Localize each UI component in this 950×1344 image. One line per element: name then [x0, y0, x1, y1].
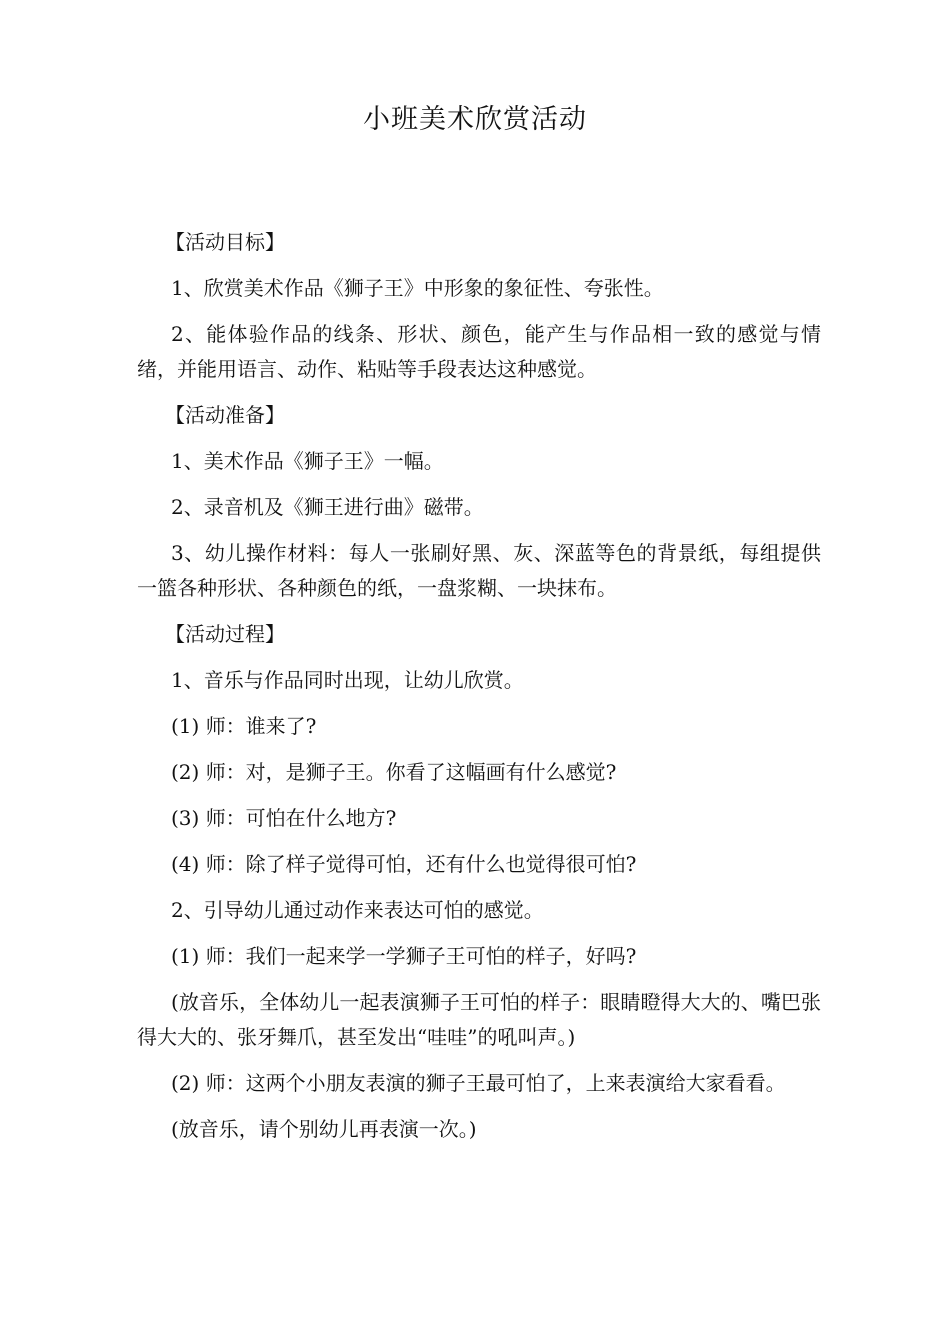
section-heading-goals: 【活动目标】	[165, 230, 285, 254]
paragraph: (放音乐，请个别幼儿再表演一次。)	[171, 1117, 477, 1141]
section-heading-process: 【活动过程】	[165, 622, 285, 646]
paragraph: 3、幼儿操作材料：每人一张刷好黑、灰、深蓝等色的背景纸，每组提供一篮各种形状、各种颜色的纸，一盘浆糊、一块抹布。	[137, 541, 821, 600]
paragraph: 2、录音机及《狮王进行曲》磁带。	[171, 495, 484, 519]
paragraph: 1、欣赏美术作品《狮子王》中形象的象征性、夸张性。	[171, 276, 664, 300]
section-heading-preparation: 【活动准备】	[165, 403, 285, 427]
paragraph: (2) 师：这两个小朋友表演的狮子王最可怕了，上来表演给大家看看。	[171, 1071, 786, 1095]
document-title: 小班美术欣赏活动	[363, 104, 587, 135]
paragraph: 1、音乐与作品同时出现，让幼儿欣赏。	[171, 668, 524, 692]
paragraph: (放音乐，全体幼儿一起表演狮子王可怕的样子：眼睛瞪得大大的、嘴巴张得大大的、张牙舞爪，甚至发出“哇哇”的吼叫声。)	[137, 990, 821, 1049]
paragraph: 2、能体验作品的线条、形状、颜色，能产生与作品相一致的感觉与情绪，并能用语言、动作、粘贴等手段表达这种感觉。	[137, 322, 821, 381]
paragraph: (4) 师：除了样子觉得可怕，还有什么也觉得很可怕?	[171, 852, 637, 876]
paragraph: (3) 师：可怕在什么地方?	[171, 806, 397, 830]
document-body	[137, 225, 821, 1158]
paragraph: (1) 师：谁来了?	[171, 714, 317, 738]
paragraph: 2、引导幼儿通过动作来表达可怕的感觉。	[171, 898, 544, 922]
paragraph: (2) 师：对，是狮子王。你看了这幅画有什么感觉?	[171, 760, 617, 784]
paragraph: (1) 师：我们一起来学一学狮子王可怕的样子，好吗?	[171, 944, 637, 968]
paragraph: 1、美术作品《狮子王》一幅。	[171, 449, 444, 473]
